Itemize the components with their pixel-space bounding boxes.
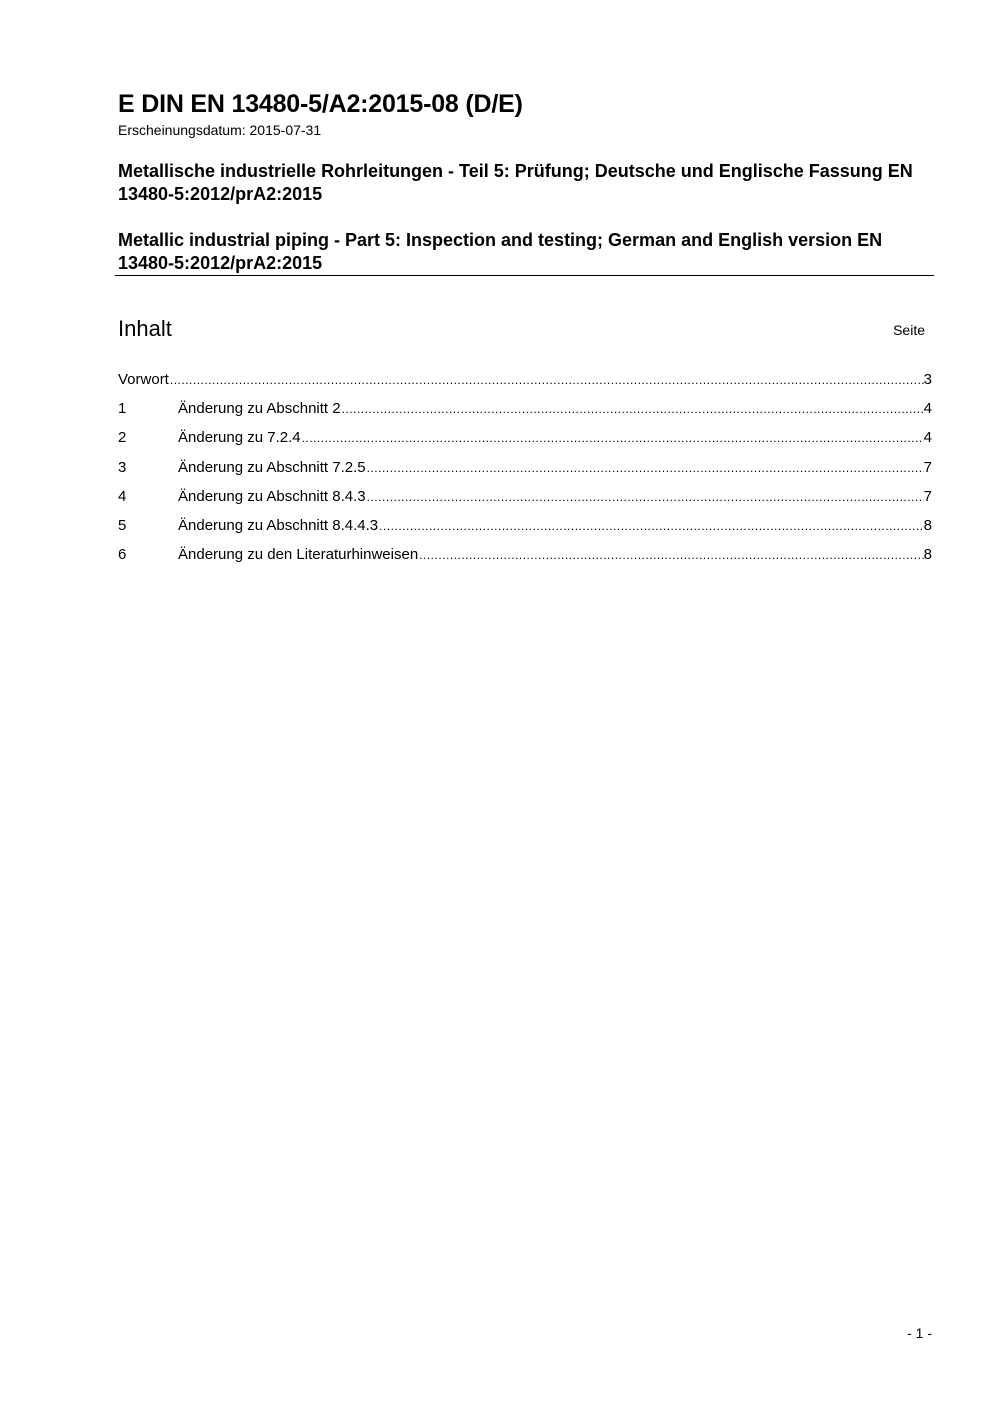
toc-entry-page: 8	[923, 516, 932, 534]
document-number: E DIN EN 13480-5/A2:2015-08 (D/E)	[118, 90, 523, 118]
toc-entry-3[interactable]	[118, 459, 932, 488]
toc-page-column-label: Seite	[893, 322, 925, 338]
publication-date: Erscheinungsdatum: 2015-07-31	[118, 122, 322, 138]
toc-entry-page: 4	[923, 429, 932, 447]
toc-entry-title: Änderung zu Abschnitt 8.4.4.3	[178, 516, 379, 534]
toc-entry-title: Änderung zu den Literaturhinweisen	[178, 546, 419, 564]
toc-leader-dots	[378, 519, 924, 533]
title-german: Metallische industrielle Rohrleitungen - Teil 5: Prüfung; Deutsche und Englische Fassung EN 13480-5:2012/prA2:2015	[118, 161, 913, 204]
toc-entry-title: Änderung zu Abschnitt 8.4.3	[178, 487, 366, 505]
title-english: Metallic industrial piping - Part 5: Inspection and testing; German and English version EN 13480-5:2012/prA2:2015	[118, 230, 883, 273]
toc-entry-number: 4	[118, 487, 127, 505]
toc-entry-title: Änderung zu 7.2.4	[178, 429, 301, 447]
toc-entry-4[interactable]	[118, 488, 932, 517]
toc-leader-dots	[341, 402, 924, 416]
toc-entry-title: Änderung zu Abschnitt 7.2.5	[178, 458, 366, 476]
table-of-contents	[118, 371, 932, 575]
toc-entry-title: Änderung zu Abschnitt 2	[178, 400, 341, 418]
toc-entry-foreword[interactable]	[118, 371, 932, 400]
toc-entry-6[interactable]	[118, 546, 932, 575]
toc-entry-number: 1	[118, 400, 127, 418]
toc-entry-number: 5	[118, 516, 127, 534]
toc-leader-dots	[418, 548, 923, 562]
toc-leader-dots	[301, 431, 924, 445]
toc-leader-dots	[366, 461, 924, 475]
toc-entry-number: 6	[118, 546, 127, 564]
title-divider	[115, 275, 934, 276]
toc-entry-page: 3	[923, 371, 932, 388]
toc-entry-page: 7	[923, 458, 932, 476]
toc-leader-dots	[366, 490, 924, 504]
page-number: - 1 -	[907, 1325, 932, 1341]
toc-entry-title: Vorwort	[118, 371, 169, 388]
toc-entry-page: 8	[923, 546, 932, 564]
toc-heading: Inhalt	[118, 316, 172, 341]
toc-entry-5[interactable]	[118, 517, 932, 546]
toc-entry-number: 3	[118, 458, 127, 476]
toc-entry-number: 2	[118, 429, 127, 447]
toc-entry-2[interactable]	[118, 429, 932, 458]
toc-entry-page: 4	[923, 400, 932, 418]
toc-entry-1[interactable]	[118, 400, 932, 429]
toc-entry-page: 7	[923, 487, 932, 505]
toc-leader-dots	[169, 373, 924, 387]
